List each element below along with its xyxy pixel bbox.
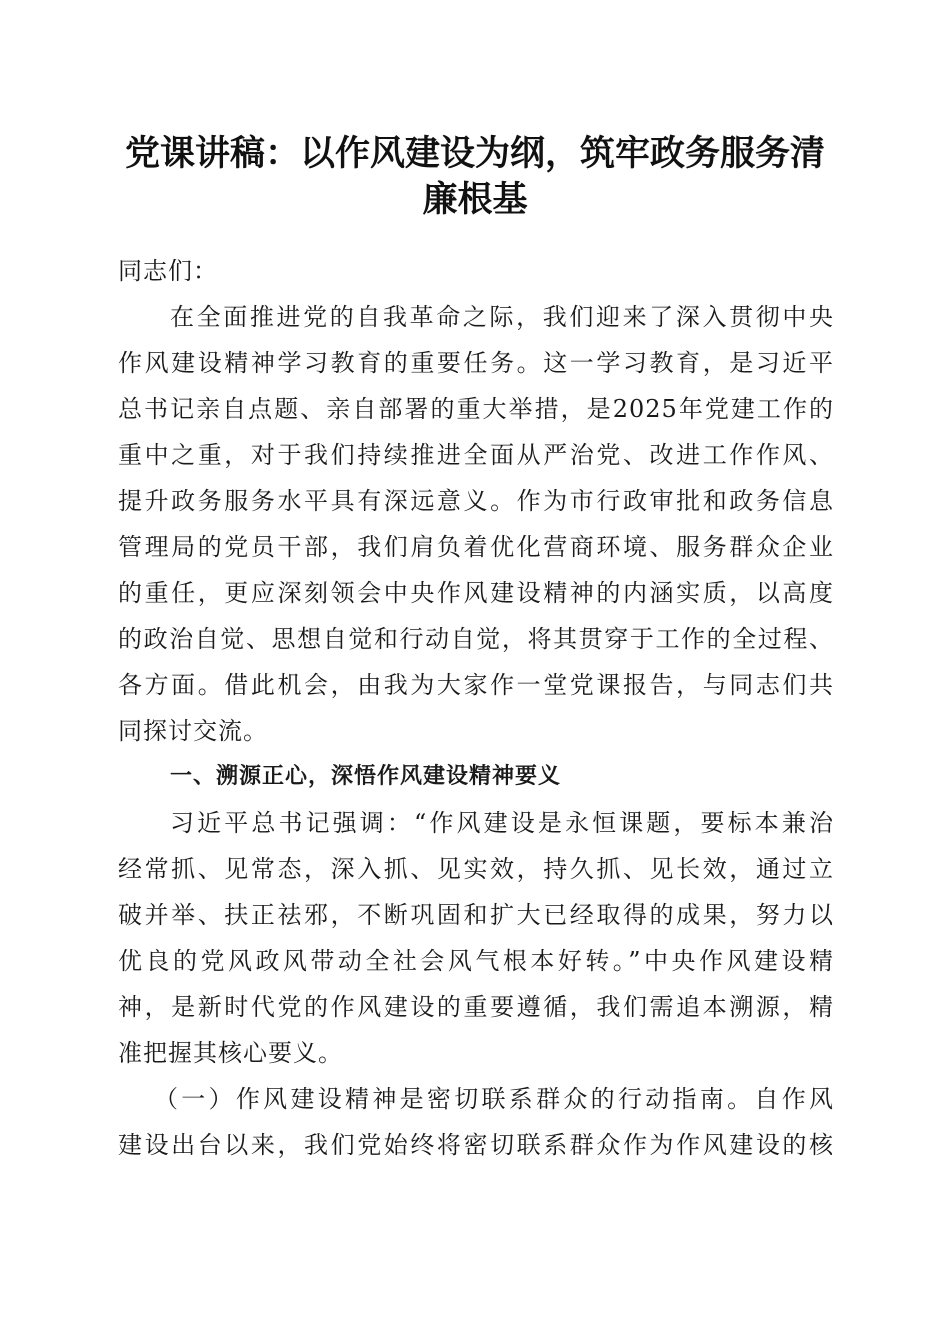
text-line: 的重任，更应深刻领会中央作风建设精神的内涵实质，以高度 xyxy=(118,579,834,607)
text-line: 破并举、扶正祛邪，不断巩固和扩大已经取得的成果，努力以 xyxy=(118,901,834,929)
title-line-2: 廉根基 xyxy=(422,180,528,220)
text-line: 的政治自觉、思想自觉和行动自觉，将其贯穿于工作的全过程、 xyxy=(118,625,834,653)
text-line: 优良的党风政风带动全社会风气根本好转。”中央作风建设精 xyxy=(118,947,834,975)
paragraph-1 xyxy=(118,294,834,754)
text-line: 神，是新时代党的作风建设的重要遵循，我们需追本溯源，精 xyxy=(118,993,834,1021)
text-line: 在全面推进党的自我革命之际，我们迎来了深入贯彻中央 xyxy=(170,303,834,331)
text-line: 经常抓、见常态，深入抓、见实效，持久抓、见长效，通过立 xyxy=(118,855,834,883)
paragraph-3 xyxy=(118,1076,834,1168)
text-line: 各方面。借此机会，由我为大家作一堂党课报告，与同志们共 xyxy=(118,671,834,699)
paragraph-2 xyxy=(118,800,834,1076)
text-line: 总书记亲自点题、亲自部署的重大举措，是2025年党建工作的 xyxy=(118,395,834,423)
title-line-1: 党课讲稿：以作风建设为纲，筑牢政务服务清 xyxy=(124,134,825,174)
text-line: 建设出台以来，我们党始终将密切联系群众作为作风建设的核 xyxy=(118,1131,834,1159)
section-heading: 一、溯源正心，深悟作风建设精神要义 xyxy=(170,764,562,789)
text-line: 习近平总书记强调：“作风建设是永恒课题，要标本兼治 xyxy=(170,809,834,837)
text-line: 作风建设精神学习教育的重要任务。这一学习教育，是习近平 xyxy=(118,349,834,377)
document-body xyxy=(118,248,834,1168)
text-line: （一）作风建设精神是密切联系群众的行动指南。自作风 xyxy=(154,1085,834,1113)
text-line: 管理局的党员干部，我们肩负着优化营商环境、服务群众企业 xyxy=(118,533,834,561)
text-line: 同探讨交流。 xyxy=(118,717,268,745)
greeting: 同志们： xyxy=(118,257,218,285)
document-title xyxy=(110,131,840,223)
text-line: 重中之重，对于我们持续推进全面从严治党、改进工作作风、 xyxy=(118,441,834,469)
text-line: 准把握其核心要义。 xyxy=(118,1039,343,1067)
text-line: 提升政务服务水平具有深远意义。作为市行政审批和政务信息 xyxy=(118,487,834,515)
